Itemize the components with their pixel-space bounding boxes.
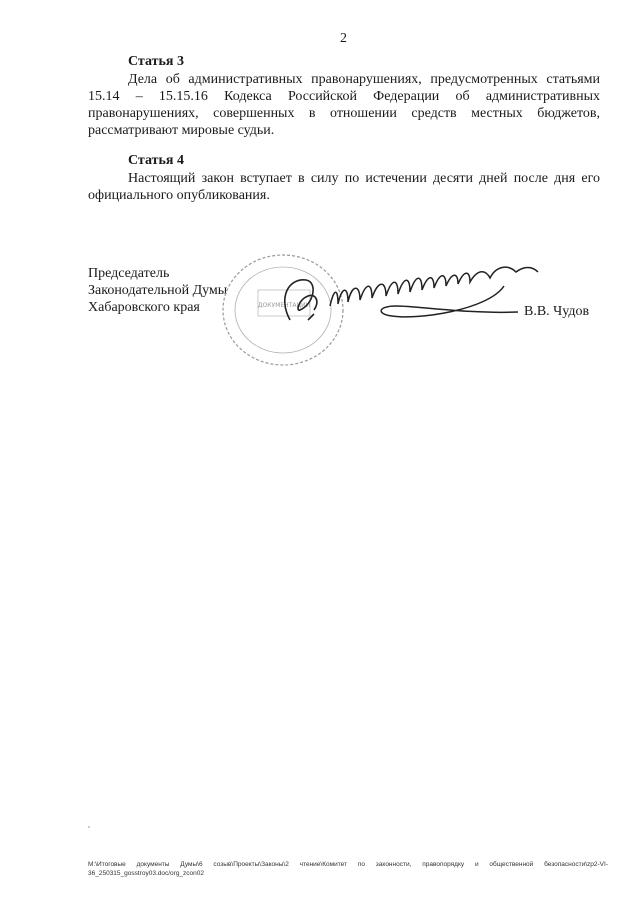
article-4 bbox=[88, 152, 600, 204]
handwritten-signature bbox=[268, 258, 558, 338]
signature-block bbox=[88, 265, 227, 316]
article-3 bbox=[88, 53, 600, 139]
signer-title-line-3: Хабаровского края bbox=[88, 300, 200, 315]
page-number: 2 bbox=[340, 31, 347, 46]
scan-artifact-dot bbox=[88, 826, 90, 828]
stamp-text: ДОКУМЕНТАЦИИ bbox=[257, 302, 311, 309]
article-heading: Статья 4 bbox=[128, 153, 184, 168]
article-text: Настоящий закон вступает в силу по истечении десяти дней после дня его официального опубликования. bbox=[88, 171, 600, 203]
article-text: Дела об административных правонарушениях, предусмотренных статьями 15.14 – 15.15.16 Кодекса Российской Федерации об административных правонарушениях, совершенных в отношении средств местных бюджетов, рассматривают мировые судьи. bbox=[88, 72, 600, 138]
footer-file-path: M:\Итоговые документы Думы\6 созыв\Проекты\Законы\2 чтение\Комитет по законности, правопорядку и общественной безопасности\zp2-VI-36_250315_gosstroy03.doc/org_zcon02 bbox=[88, 861, 608, 877]
signer-title-line-2: Законодательной Думы bbox=[88, 283, 228, 298]
signer-title-line-1: Председатель bbox=[88, 266, 170, 281]
article-heading: Статья 3 bbox=[128, 54, 184, 69]
signer-name: В.В. Чудов bbox=[524, 304, 590, 319]
